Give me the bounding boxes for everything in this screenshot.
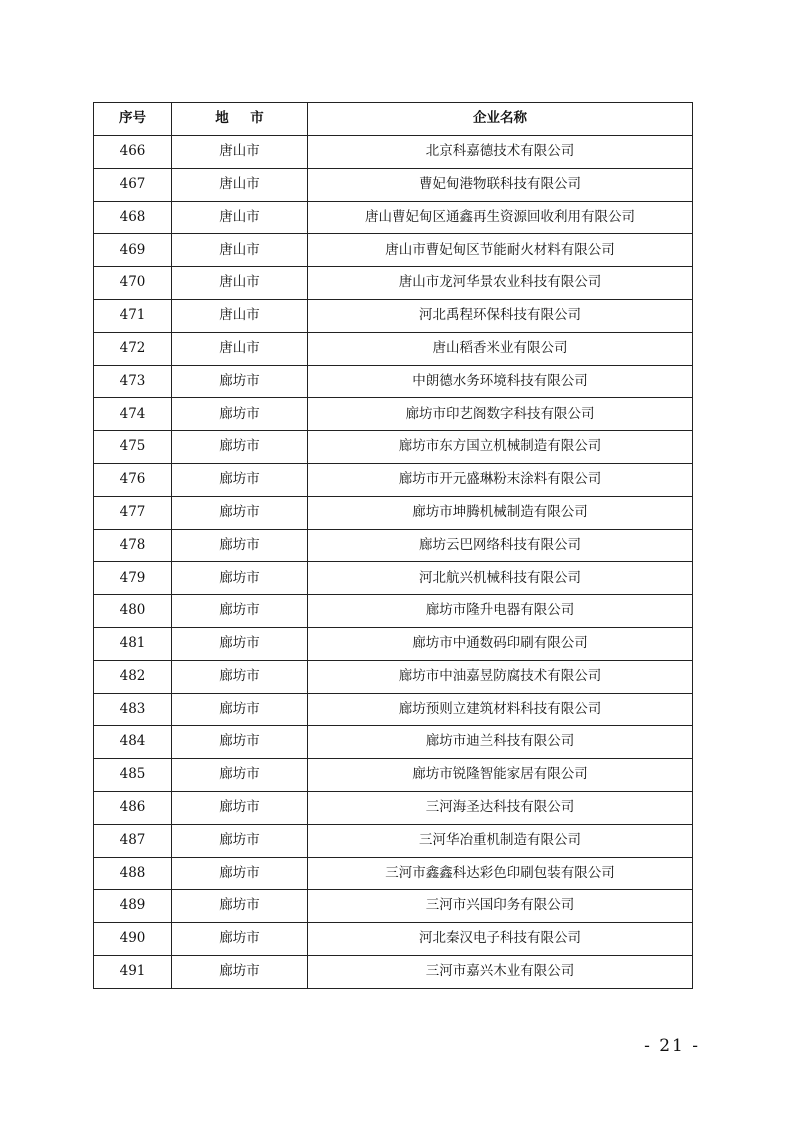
- company-name-cell: 廊坊市迪兰科技有限公司: [308, 726, 693, 759]
- table-row: [94, 627, 693, 660]
- company-name-cell: 曹妃甸港物联科技有限公司: [308, 168, 693, 201]
- table-row: [94, 168, 693, 201]
- table-row: [94, 955, 693, 988]
- table-row: [94, 890, 693, 923]
- city-cell: 廊坊市: [172, 857, 308, 890]
- seq-cell: 469: [94, 234, 172, 267]
- city-cell: 廊坊市: [172, 660, 308, 693]
- table-row: [94, 234, 693, 267]
- table-row: [94, 759, 693, 792]
- city-cell: 廊坊市: [172, 365, 308, 398]
- table-body: [94, 136, 693, 989]
- company-name-cell: 廊坊预则立建筑材料科技有限公司: [308, 693, 693, 726]
- company-name-cell: 中朗德水务环境科技有限公司: [308, 365, 693, 398]
- seq-cell: 480: [94, 595, 172, 628]
- company-name-cell: 廊坊市隆升电器有限公司: [308, 595, 693, 628]
- seq-cell: 486: [94, 791, 172, 824]
- table-row: [94, 595, 693, 628]
- seq-cell: 473: [94, 365, 172, 398]
- page-number: - 21 -: [644, 1036, 700, 1056]
- table-row: [94, 693, 693, 726]
- city-cell: 廊坊市: [172, 791, 308, 824]
- company-name-cell: 北京科嘉德技术有限公司: [308, 136, 693, 169]
- company-name-cell: 廊坊云巴网络科技有限公司: [308, 529, 693, 562]
- company-name-cell: 唐山曹妃甸区通鑫再生资源回收利用有限公司: [308, 201, 693, 234]
- seq-cell: 490: [94, 923, 172, 956]
- city-cell: 廊坊市: [172, 726, 308, 759]
- city-cell: 唐山市: [172, 332, 308, 365]
- seq-cell: 475: [94, 431, 172, 464]
- city-cell: 廊坊市: [172, 693, 308, 726]
- city-cell: 廊坊市: [172, 923, 308, 956]
- city-cell: 廊坊市: [172, 529, 308, 562]
- table-row: [94, 431, 693, 464]
- city-cell: 廊坊市: [172, 398, 308, 431]
- city-cell: 廊坊市: [172, 627, 308, 660]
- company-name-cell: 廊坊市中油嘉昱防腐技术有限公司: [308, 660, 693, 693]
- seq-cell: 483: [94, 693, 172, 726]
- company-name-cell: 河北秦汉电子科技有限公司: [308, 923, 693, 956]
- company-name-cell: 廊坊市坤腾机械制造有限公司: [308, 496, 693, 529]
- table-row: [94, 660, 693, 693]
- company-name-cell: 唐山市龙河华景农业科技有限公司: [308, 267, 693, 300]
- city-cell: 廊坊市: [172, 955, 308, 988]
- table-row: [94, 299, 693, 332]
- company-name-cell: 三河市嘉兴木业有限公司: [308, 955, 693, 988]
- city-cell: 廊坊市: [172, 759, 308, 792]
- table-row: [94, 201, 693, 234]
- seq-cell: 478: [94, 529, 172, 562]
- city-cell: 廊坊市: [172, 890, 308, 923]
- seq-cell: 482: [94, 660, 172, 693]
- company-name-cell: 廊坊市中通数码印刷有限公司: [308, 627, 693, 660]
- company-name-cell: 唐山市曹妃甸区节能耐火材料有限公司: [308, 234, 693, 267]
- table-row: [94, 332, 693, 365]
- seq-cell: 468: [94, 201, 172, 234]
- seq-cell: 487: [94, 824, 172, 857]
- city-cell: 廊坊市: [172, 562, 308, 595]
- city-cell: 唐山市: [172, 136, 308, 169]
- city-cell: 唐山市: [172, 299, 308, 332]
- table-row: [94, 136, 693, 169]
- header-name: 企业名称: [308, 103, 693, 136]
- seq-cell: 472: [94, 332, 172, 365]
- city-cell: 唐山市: [172, 201, 308, 234]
- table-row: [94, 267, 693, 300]
- table-row: [94, 726, 693, 759]
- seq-cell: 488: [94, 857, 172, 890]
- city-cell: 廊坊市: [172, 463, 308, 496]
- enterprise-table: [93, 102, 693, 989]
- seq-cell: 466: [94, 136, 172, 169]
- company-name-cell: 廊坊市东方国立机械制造有限公司: [308, 431, 693, 464]
- table-row: [94, 496, 693, 529]
- seq-cell: 484: [94, 726, 172, 759]
- seq-cell: 477: [94, 496, 172, 529]
- table-row: [94, 463, 693, 496]
- table-row: [94, 562, 693, 595]
- header-row: [94, 103, 693, 136]
- seq-cell: 467: [94, 168, 172, 201]
- company-name-cell: 廊坊市印艺阁数字科技有限公司: [308, 398, 693, 431]
- seq-cell: 481: [94, 627, 172, 660]
- city-cell: 廊坊市: [172, 496, 308, 529]
- table-row: [94, 529, 693, 562]
- table-header: [94, 103, 693, 136]
- table-row: [94, 365, 693, 398]
- seq-cell: 476: [94, 463, 172, 496]
- seq-cell: 474: [94, 398, 172, 431]
- seq-cell: 479: [94, 562, 172, 595]
- seq-cell: 471: [94, 299, 172, 332]
- company-name-cell: 三河海圣达科技有限公司: [308, 791, 693, 824]
- company-name-cell: 唐山稻香米业有限公司: [308, 332, 693, 365]
- company-name-cell: 三河市鑫鑫科达彩色印刷包装有限公司: [308, 857, 693, 890]
- table-row: [94, 923, 693, 956]
- header-seq: 序号: [94, 103, 172, 136]
- city-cell: 唐山市: [172, 267, 308, 300]
- company-name-cell: 河北航兴机械科技有限公司: [308, 562, 693, 595]
- seq-cell: 485: [94, 759, 172, 792]
- city-cell: 廊坊市: [172, 824, 308, 857]
- company-name-cell: 三河市兴国印务有限公司: [308, 890, 693, 923]
- company-name-cell: 三河华冶重机制造有限公司: [308, 824, 693, 857]
- table-row: [94, 398, 693, 431]
- seq-cell: 491: [94, 955, 172, 988]
- company-name-cell: 河北禹程环保科技有限公司: [308, 299, 693, 332]
- table-row: [94, 791, 693, 824]
- table-row: [94, 857, 693, 890]
- city-cell: 廊坊市: [172, 595, 308, 628]
- seq-cell: 489: [94, 890, 172, 923]
- header-city: 地市: [172, 103, 308, 136]
- city-cell: 唐山市: [172, 234, 308, 267]
- seq-cell: 470: [94, 267, 172, 300]
- company-name-cell: 廊坊市锐隆智能家居有限公司: [308, 759, 693, 792]
- table-row: [94, 824, 693, 857]
- company-name-cell: 廊坊市开元盛琳粉末涂料有限公司: [308, 463, 693, 496]
- city-cell: 廊坊市: [172, 431, 308, 464]
- city-cell: 唐山市: [172, 168, 308, 201]
